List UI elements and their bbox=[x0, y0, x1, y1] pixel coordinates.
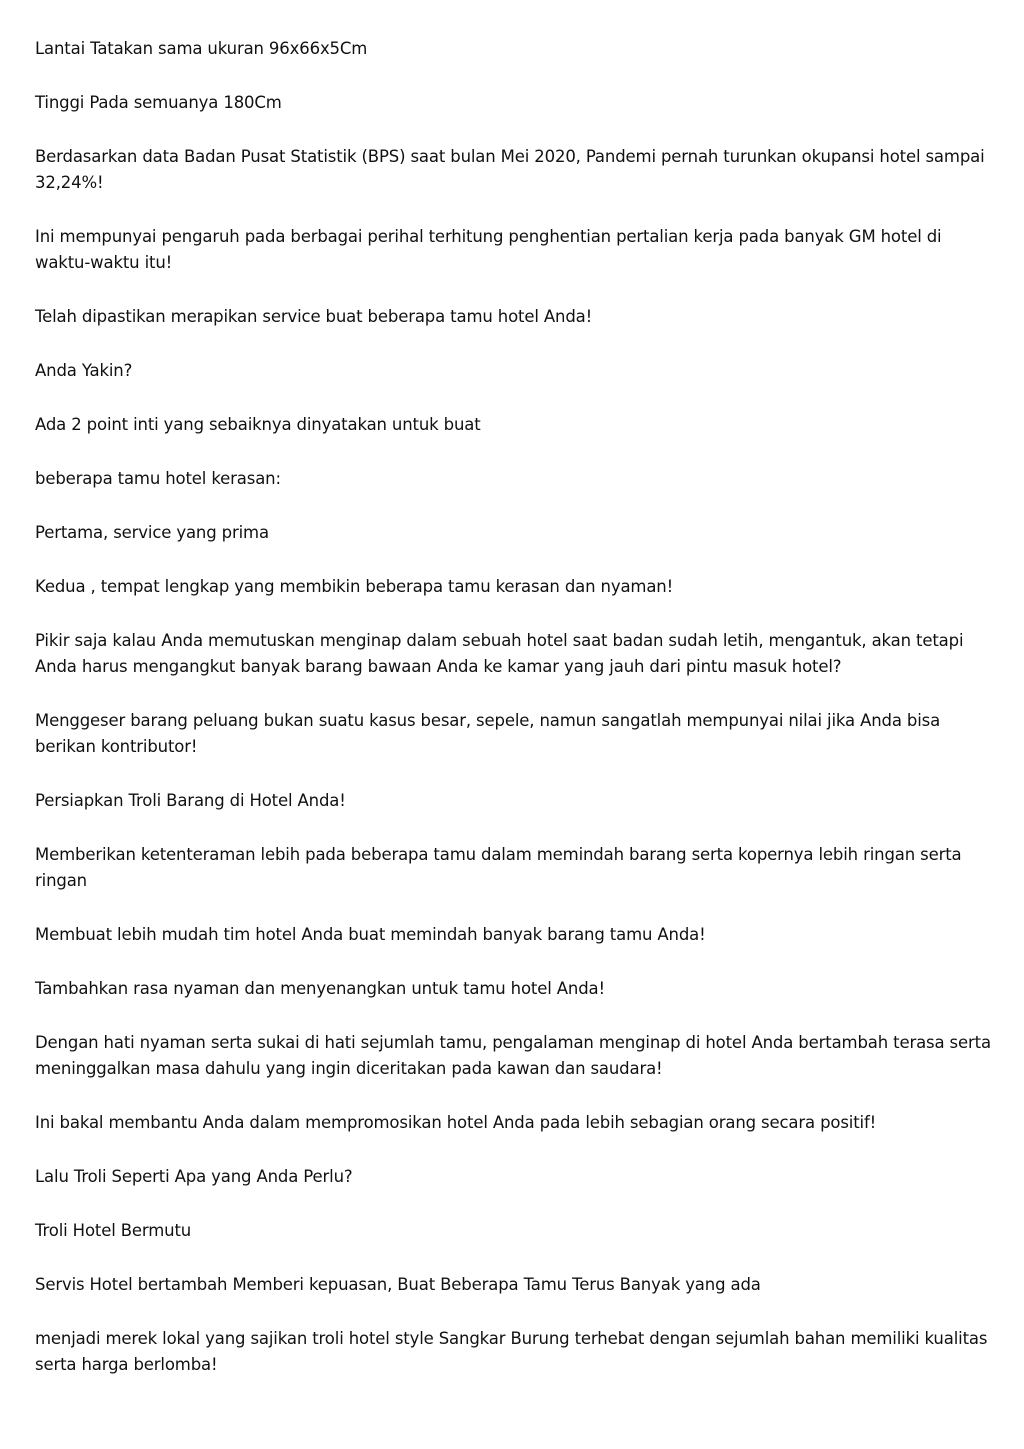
paragraph-question: Anda Yakin? bbox=[35, 361, 133, 380]
paragraph-two-points: Ada 2 point inti yang sebaiknya dinyatakan untuk buat bbox=[35, 415, 481, 434]
paragraph-promotion: Ini bakal membantu Anda dalam mempromosikan hotel Anda pada lebih sebagian orang secara positif! bbox=[35, 1113, 877, 1132]
paragraph-service: Telah dipastikan merapikan service buat beberapa tamu hotel Anda! bbox=[35, 307, 593, 326]
paragraph-impact: Ini mempunyai pengaruh pada berbagai perihal terhitung penghentian pertalian kerja pada banyak GM hotel di waktu-waktu itu! bbox=[35, 227, 942, 272]
paragraph-scenario: Pikir saja kalau Anda memutuskan menginap dalam sebuah hotel saat badan sudah letih, mengantuk, akan tetapi Anda harus mengangkut banyak barang bawaan Anda ke kamar yang jauh dari pintu masuk hotel? bbox=[35, 631, 964, 676]
paragraph-bps-data: Berdasarkan data Badan Pusat Statistik (BPS) saat bulan Mei 2020, Pandemi pernah turunkan okupansi hotel sampai 32,24%! bbox=[35, 147, 985, 192]
paragraph-height: Tinggi Pada semuanya 180Cm bbox=[35, 93, 282, 112]
paragraph-add-comfort: Tambahkan rasa nyaman dan menyenangkan untuk tamu hotel Anda! bbox=[35, 979, 605, 998]
paragraph-quality-trolley: Troli Hotel Bermutu bbox=[35, 1221, 192, 1240]
document-body bbox=[35, 36, 995, 1406]
paragraph-moving-goods: Menggeser barang peluang bukan suatu kasus besar, sepele, namun sangatlah mempunyai nilai jika Anda bisa berikan kontributor! bbox=[35, 711, 941, 756]
paragraph-comfort: Memberikan ketenteraman lebih pada beberapa tamu dalam memindah barang serta kopernya lebih ringan serta ringan bbox=[35, 845, 962, 890]
paragraph-experience: Dengan hati nyaman serta sukai di hati sejumlah tamu, pengalaman menginap di hotel Anda bertambah terasa serta meninggalkan masa dahulu yang ingin diceritakan pada kawan dan saudara! bbox=[35, 1033, 991, 1078]
paragraph-prepare-trolley: Persiapkan Troli Barang di Hotel Anda! bbox=[35, 791, 346, 810]
paragraph-local-brand: menjadi merek lokal yang sajikan troli hotel style Sangkar Burung terhebat dengan sejumlah bahan memiliki kualitas serta harga berlomba! bbox=[35, 1329, 988, 1374]
paragraph-which-trolley: Lalu Troli Seperti Apa yang Anda Perlu? bbox=[35, 1167, 353, 1186]
paragraph-second-point: Kedua , tempat lengkap yang membikin beberapa tamu kerasan dan nyaman! bbox=[35, 577, 674, 596]
paragraph-team: Membuat lebih mudah tim hotel Anda buat memindah banyak barang tamu Anda! bbox=[35, 925, 706, 944]
paragraph-first-point: Pertama, service yang prima bbox=[35, 523, 269, 542]
paragraph-floor-size: Lantai Tatakan sama ukuran 96x66x5Cm bbox=[35, 39, 368, 58]
paragraph-guests: beberapa tamu hotel kerasan: bbox=[35, 469, 281, 488]
paragraph-hotel-service: Servis Hotel bertambah Memberi kepuasan, Buat Beberapa Tamu Terus Banyak yang ada bbox=[35, 1275, 761, 1294]
